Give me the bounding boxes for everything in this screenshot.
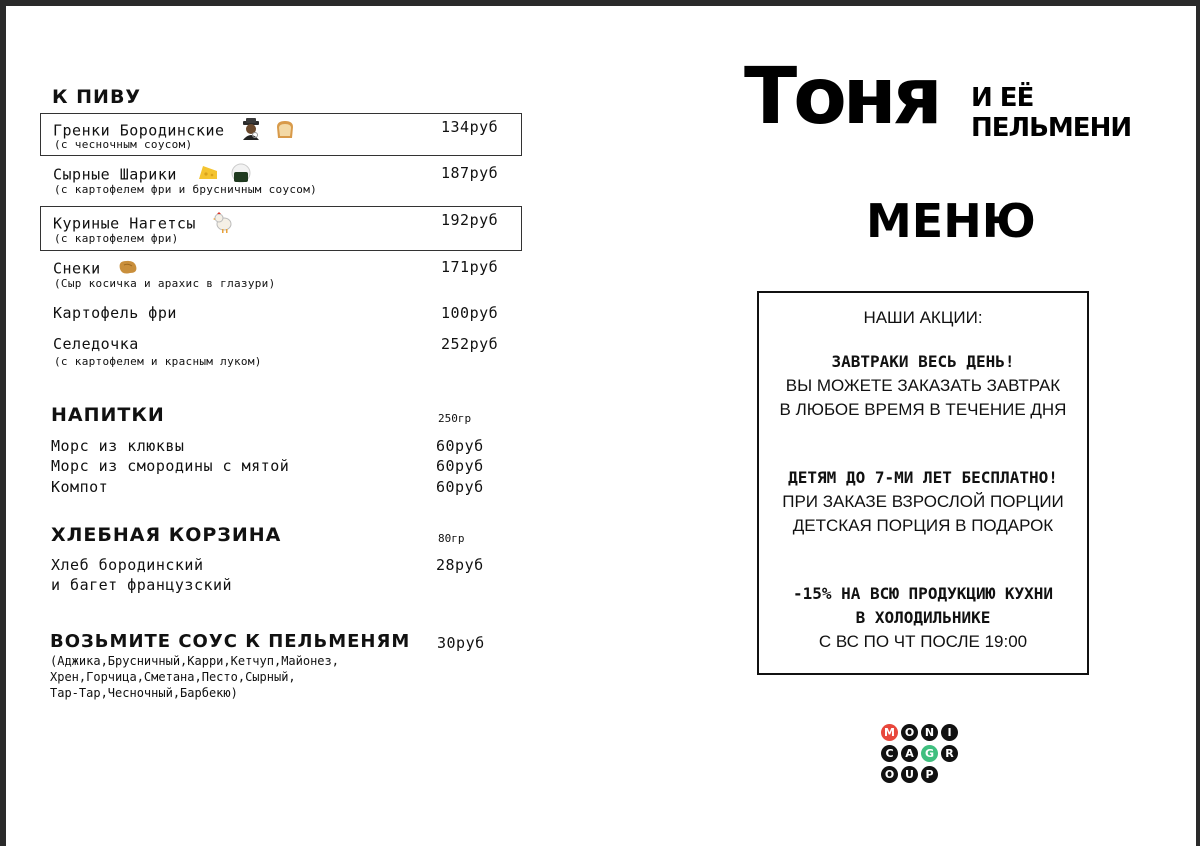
item-price: 100руб bbox=[441, 304, 499, 322]
item-desc: (с картофелем и красным луком) bbox=[54, 355, 262, 368]
item-price: 187руб bbox=[441, 164, 499, 182]
item-desc: (с картофелем фри и брусничным соусом) bbox=[54, 183, 318, 196]
promo-fridge-title1: -15% НА ВСЮ ПРОДУКЦИЮ КУХНИ bbox=[792, 584, 1054, 603]
item-price: 171руб bbox=[441, 258, 499, 276]
menu-title: МЕНЮ bbox=[866, 194, 1036, 248]
chicken-emoji-icon bbox=[212, 211, 234, 237]
logo-dot: M bbox=[881, 724, 898, 741]
bread-line1: Хлеб бородинский bbox=[51, 556, 204, 574]
drinks-portion: 250гр bbox=[438, 412, 472, 425]
sauce-price: 30руб bbox=[437, 634, 485, 652]
bread-line2: и багет французский bbox=[51, 576, 233, 594]
bread-emoji-icon bbox=[274, 118, 296, 144]
logo-dot: R bbox=[941, 745, 958, 762]
logo-dot: P bbox=[921, 766, 938, 783]
drink-name: Компот bbox=[51, 478, 109, 496]
promo-breakfast-line2: В ЛЮБОЕ ВРЕМЯ В ТЕЧЕНИЕ ДНЯ bbox=[779, 400, 1067, 419]
detective-emoji-icon bbox=[240, 118, 262, 144]
logo-dot: N bbox=[921, 724, 938, 741]
logo-dot: A bbox=[901, 745, 918, 762]
promo-fridge-title2: В ХОЛОДИЛЬНИКЕ bbox=[855, 608, 991, 627]
promo-breakfast-title: ЗАВТРАКИ ВЕСЬ ДЕНЬ! bbox=[831, 352, 1015, 371]
promo-heading: НАШИ АКЦИИ: bbox=[863, 308, 983, 327]
logo-dot: G bbox=[921, 745, 938, 762]
bread-portion: 80гр bbox=[438, 532, 465, 545]
promo-fridge-line1: С ВС ПО ЧТ ПОСЛЕ 19:00 bbox=[818, 632, 1028, 651]
item-price: 252руб bbox=[441, 335, 499, 353]
drink-name: Морс из клюквы bbox=[51, 437, 185, 455]
section-title-sauce: ВОЗЬМИТЕ СОУС К ПЕЛЬМЕНЯМ bbox=[50, 631, 411, 652]
section-title-beer: К ПИВУ bbox=[52, 86, 142, 108]
promo-breakfast-line1: ВЫ МОЖЕТЕ ЗАКАЗАТЬ ЗАВТРАК bbox=[785, 376, 1061, 395]
section-title-bread: ХЛЕБНАЯ КОРЗИНА bbox=[51, 524, 282, 546]
item-desc: (с чесночным соусом) bbox=[54, 138, 193, 151]
promo-kids-line1: ПРИ ЗАКАЗЕ ВЗРОСЛОЙ ПОРЦИИ bbox=[782, 492, 1064, 511]
logo-dot: I bbox=[941, 724, 958, 741]
sauce-list-line3: Тар-Тар,Чесночный,Барбекю) bbox=[50, 686, 238, 700]
item-name: Селедочка bbox=[53, 335, 139, 353]
drink-name: Морс из смородины с мятой bbox=[51, 457, 290, 475]
drink-price: 60руб bbox=[436, 457, 484, 475]
logo-dot: C bbox=[881, 745, 898, 762]
item-name: Картофель фри bbox=[53, 304, 177, 322]
promo-kids-title: ДЕТЯМ ДО 7-МИ ЛЕТ БЕСПЛАТНО! bbox=[788, 468, 1058, 487]
menu-page bbox=[6, 6, 1196, 846]
section-title-drinks: НАПИТКИ bbox=[51, 404, 165, 426]
brand-logo-main: Тоня bbox=[744, 52, 939, 142]
drink-price: 60руб bbox=[436, 437, 484, 455]
item-desc: (Сыр косичка и арахис в глазури) bbox=[54, 277, 276, 290]
brand-logo-sub2: ПЕЛЬМЕНИ bbox=[971, 113, 1132, 143]
drink-price: 60руб bbox=[436, 478, 484, 496]
brand-logo-sub1: И ЕЁ bbox=[971, 83, 1034, 113]
sauce-list-line1: (Аджика,Брусничный,Карри,Кетчуп,Майонез, bbox=[50, 654, 339, 668]
promo-box bbox=[757, 291, 1089, 675]
item-name: Снеки bbox=[53, 259, 101, 278]
item-desc: (с картофелем фри) bbox=[54, 232, 179, 245]
item-name: Сырные Шарики bbox=[53, 165, 177, 184]
item-price: 192руб bbox=[441, 211, 499, 229]
logo-dot: O bbox=[901, 724, 918, 741]
logo-dot: U bbox=[901, 766, 918, 783]
promo-kids-line2: ДЕТСКАЯ ПОРЦИЯ В ПОДАРОК bbox=[792, 516, 1054, 535]
item-name: Гренки Бородинские bbox=[53, 121, 225, 140]
sauce-list-line2: Хрен,Горчица,Сметана,Песто,Сырный, bbox=[50, 670, 296, 684]
logo-dot: O bbox=[881, 766, 898, 783]
item-name: Куриные Нагетсы bbox=[53, 214, 196, 233]
bread-price: 28руб bbox=[436, 556, 484, 574]
item-price: 134руб bbox=[441, 118, 499, 136]
